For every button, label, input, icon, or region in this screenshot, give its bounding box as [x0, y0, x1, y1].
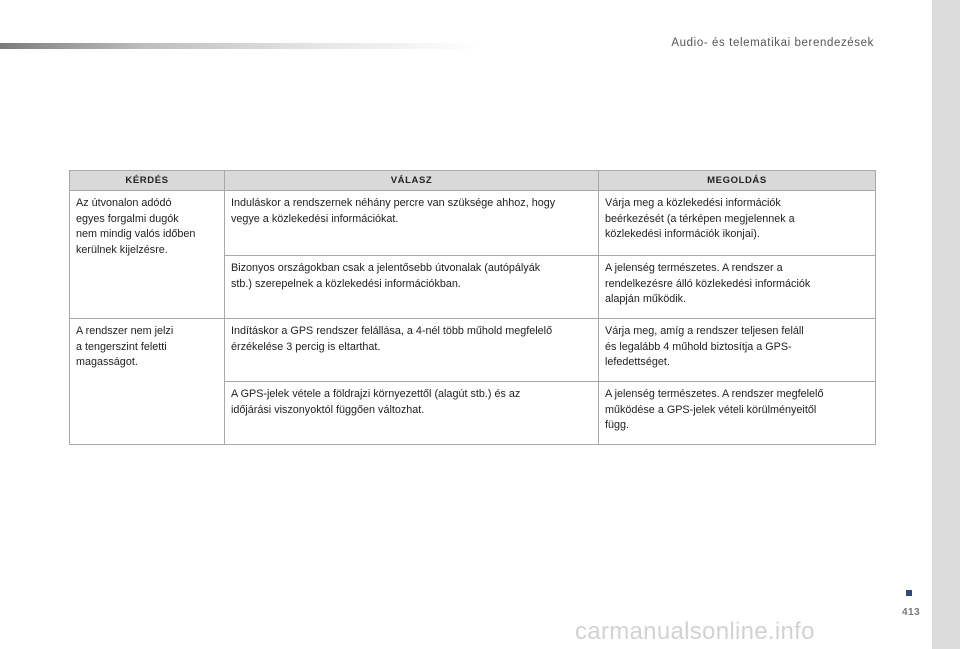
answer-text: Bizonyos országokban csak a jelentősebb útvonalak (autópályák stb.) szerepelnek a közlekedési információkban. [231, 262, 541, 290]
column-header-solution: MEGOLDÁS [599, 171, 876, 191]
table-row [70, 319, 876, 382]
question-text: A rendszer nem jelzi a tengerszint feletti magasságot. [76, 325, 174, 368]
column-header-answer: VÁLASZ [225, 171, 599, 191]
answer-cell [225, 382, 599, 445]
table-row [70, 191, 876, 256]
side-tab-bar [932, 0, 960, 649]
answer-cell [225, 256, 599, 319]
watermark: carmanualsonline.info [575, 618, 815, 645]
answer-cell [225, 191, 599, 256]
answer-text: Indításkor a GPS rendszer felállása, a 4-nél több műhold megfelelő érzékelése 3 percig is eltarthat. [231, 325, 553, 353]
answer-text: A GPS-jelek vétele a földrajzi környezettől (alagút stb.) és az időjárási viszonyoktól függően változhat. [231, 388, 521, 416]
solution-text: A jelenség természetes. A rendszer megfelelő működése a GPS-jelek vételi körülményeitől függ. [605, 388, 824, 431]
question-cell [70, 319, 225, 445]
solution-cell [599, 256, 876, 319]
solution-cell [599, 191, 876, 256]
column-header-question: KÉRDÉS [70, 171, 225, 191]
table-header-row [70, 171, 876, 191]
section-title: Audio- és telematikai berendezések [671, 37, 874, 49]
solution-text: Várja meg a közlekedési információk beérkezését (a térképen megjelennek a közlekedési információk ikonjai). [605, 197, 795, 240]
page-number: 413 [902, 607, 921, 618]
question-cell [70, 191, 225, 319]
question-text: Az útvonalon adódó egyes forgalmi dugók nem mindig valós időben kerülnek kijelzésre. [76, 197, 196, 256]
solution-cell [599, 382, 876, 445]
page-marker-icon [906, 590, 912, 596]
header-gradient-line [0, 43, 480, 49]
troubleshooting-table [69, 170, 876, 445]
solution-text: Várja meg, amíg a rendszer teljesen feláll és legalább 4 műhold biztosítja a GPS- lefedettséget. [605, 325, 804, 368]
answer-text: Induláskor a rendszernek néhány percre van szüksége ahhoz, hogy vegye a közlekedési információkat. [231, 197, 556, 225]
solution-cell [599, 319, 876, 382]
solution-text: A jelenség természetes. A rendszer a rendelkezésre álló közlekedési információk alapján működik. [605, 262, 811, 305]
answer-cell [225, 319, 599, 382]
